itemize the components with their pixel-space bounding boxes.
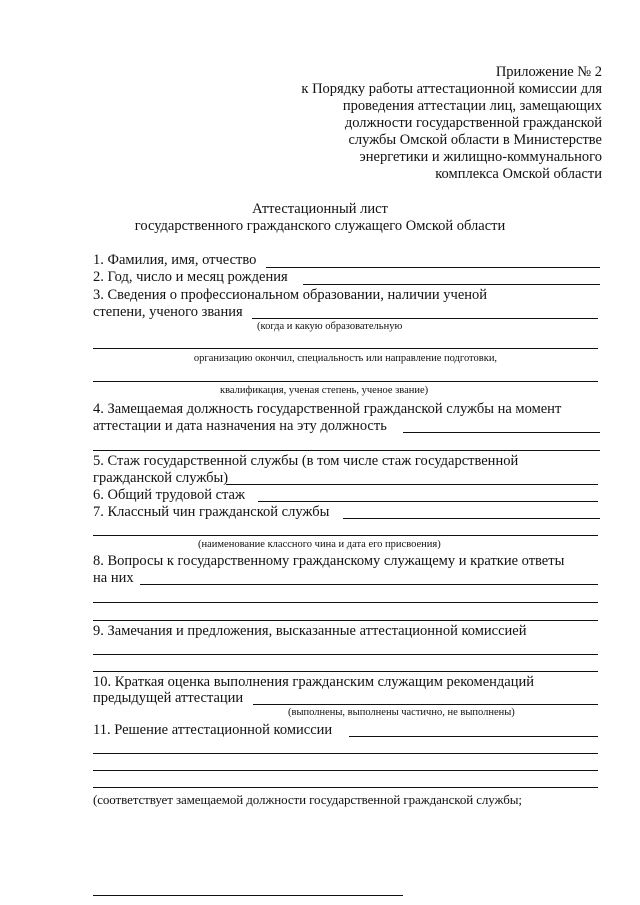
decision-fill-line (93, 787, 598, 788)
field-label-position-text: 4. Замещаемая должность государственной гражданской службы на момент (93, 401, 562, 417)
field-label-birth-date: 2. Год, число и месяц рождения (93, 269, 288, 285)
field-label-questions: 8. Вопросы к государственному гражданскому служащему и краткие ответы (93, 553, 565, 569)
document-subtitle: государственного гражданского служащего Омской области (134, 218, 506, 234)
education-hint: (когда и какую образовательную (257, 321, 403, 332)
questions-fill-line (93, 602, 598, 603)
full-name-fill-line (266, 267, 600, 268)
field-label-civil-service-tenure: 5. Стаж государственной службы (в том числе стаж государственной (93, 453, 519, 469)
field-label-full-name: 1. Фамилия, имя, отчество (93, 252, 257, 268)
field-label-education: степени, ученого звания (93, 304, 243, 320)
field-label-civil-service-tenure: гражданской службы) (93, 470, 229, 486)
field-label-position (93, 401, 600, 418)
appendix-caption-line: службы Омской области в Министерстве (348, 132, 602, 148)
field-label-education: 3. Сведения о профессиональном образовании, наличии ученой (93, 287, 488, 303)
appendix-caption-line: должности государственной гражданской (344, 115, 602, 131)
field-label-previous-recommendations: 10. Краткая оценка выполнения гражданским служащим рекомендаций (93, 674, 534, 690)
questions-fill-line (140, 584, 598, 585)
class-rank-hint: (наименование классного чина и дата его присвоения) (198, 539, 441, 550)
decision-fill-line (93, 770, 598, 771)
remarks-fill-line (93, 654, 598, 655)
decision-hint: (соответствует замещаемой должности государственной гражданской службы; (93, 792, 522, 807)
education-fill-line (93, 381, 598, 382)
remarks-fill-line (93, 671, 598, 672)
appendix-caption-line: комплекса Омской области (435, 166, 602, 182)
education-fill-line (252, 318, 598, 319)
class-rank-fill-line (93, 535, 598, 536)
appendix-number: Приложение № 2 (495, 64, 602, 80)
position-fill-line (403, 432, 600, 433)
field-label-position: аттестации и дата назначения на эту должность (93, 418, 387, 434)
total-tenure-fill-line (258, 501, 598, 502)
recommendations-hint: (выполнены, выполнены частично, не выполнены) (288, 707, 515, 718)
field-label-remarks: 9. Замечания и предложения, высказанные аттестационной комиссией (93, 623, 527, 639)
footnote-separator (93, 895, 403, 896)
position-fill-line (93, 450, 600, 451)
tenure-fill-line (226, 484, 598, 485)
birth-date-fill-line (303, 284, 600, 285)
field-label-class-rank: 7. Классный чин гражданской службы (93, 504, 330, 520)
field-label-questions: на них (93, 570, 134, 586)
appendix-caption-line: проведения аттестации лиц, замещающих (342, 98, 602, 114)
education-fill-line (93, 348, 598, 349)
questions-fill-line (93, 620, 598, 621)
appendix-caption-line: энергетики и жилищно-коммунального (359, 149, 602, 165)
education-hint: организацию окончил, специальность или направление подготовки, (193, 353, 498, 364)
decision-fill-line (349, 736, 598, 737)
document-title: Аттестационный лист (252, 201, 388, 217)
education-hint: квалификация, ученая степень, ученое звание) (220, 385, 429, 396)
field-label-total-tenure: 6. Общий трудовой стаж (93, 487, 245, 503)
recommendations-fill-line (253, 704, 598, 705)
class-rank-fill-line (343, 518, 600, 519)
appendix-caption-line: к Порядку работы аттестационной комиссии для (301, 81, 602, 97)
decision-fill-line (93, 753, 598, 754)
field-label-previous-recommendations: предыдущей аттестации (93, 690, 244, 706)
field-label-commission-decision: 11. Решение аттестационной комиссии (93, 722, 333, 738)
